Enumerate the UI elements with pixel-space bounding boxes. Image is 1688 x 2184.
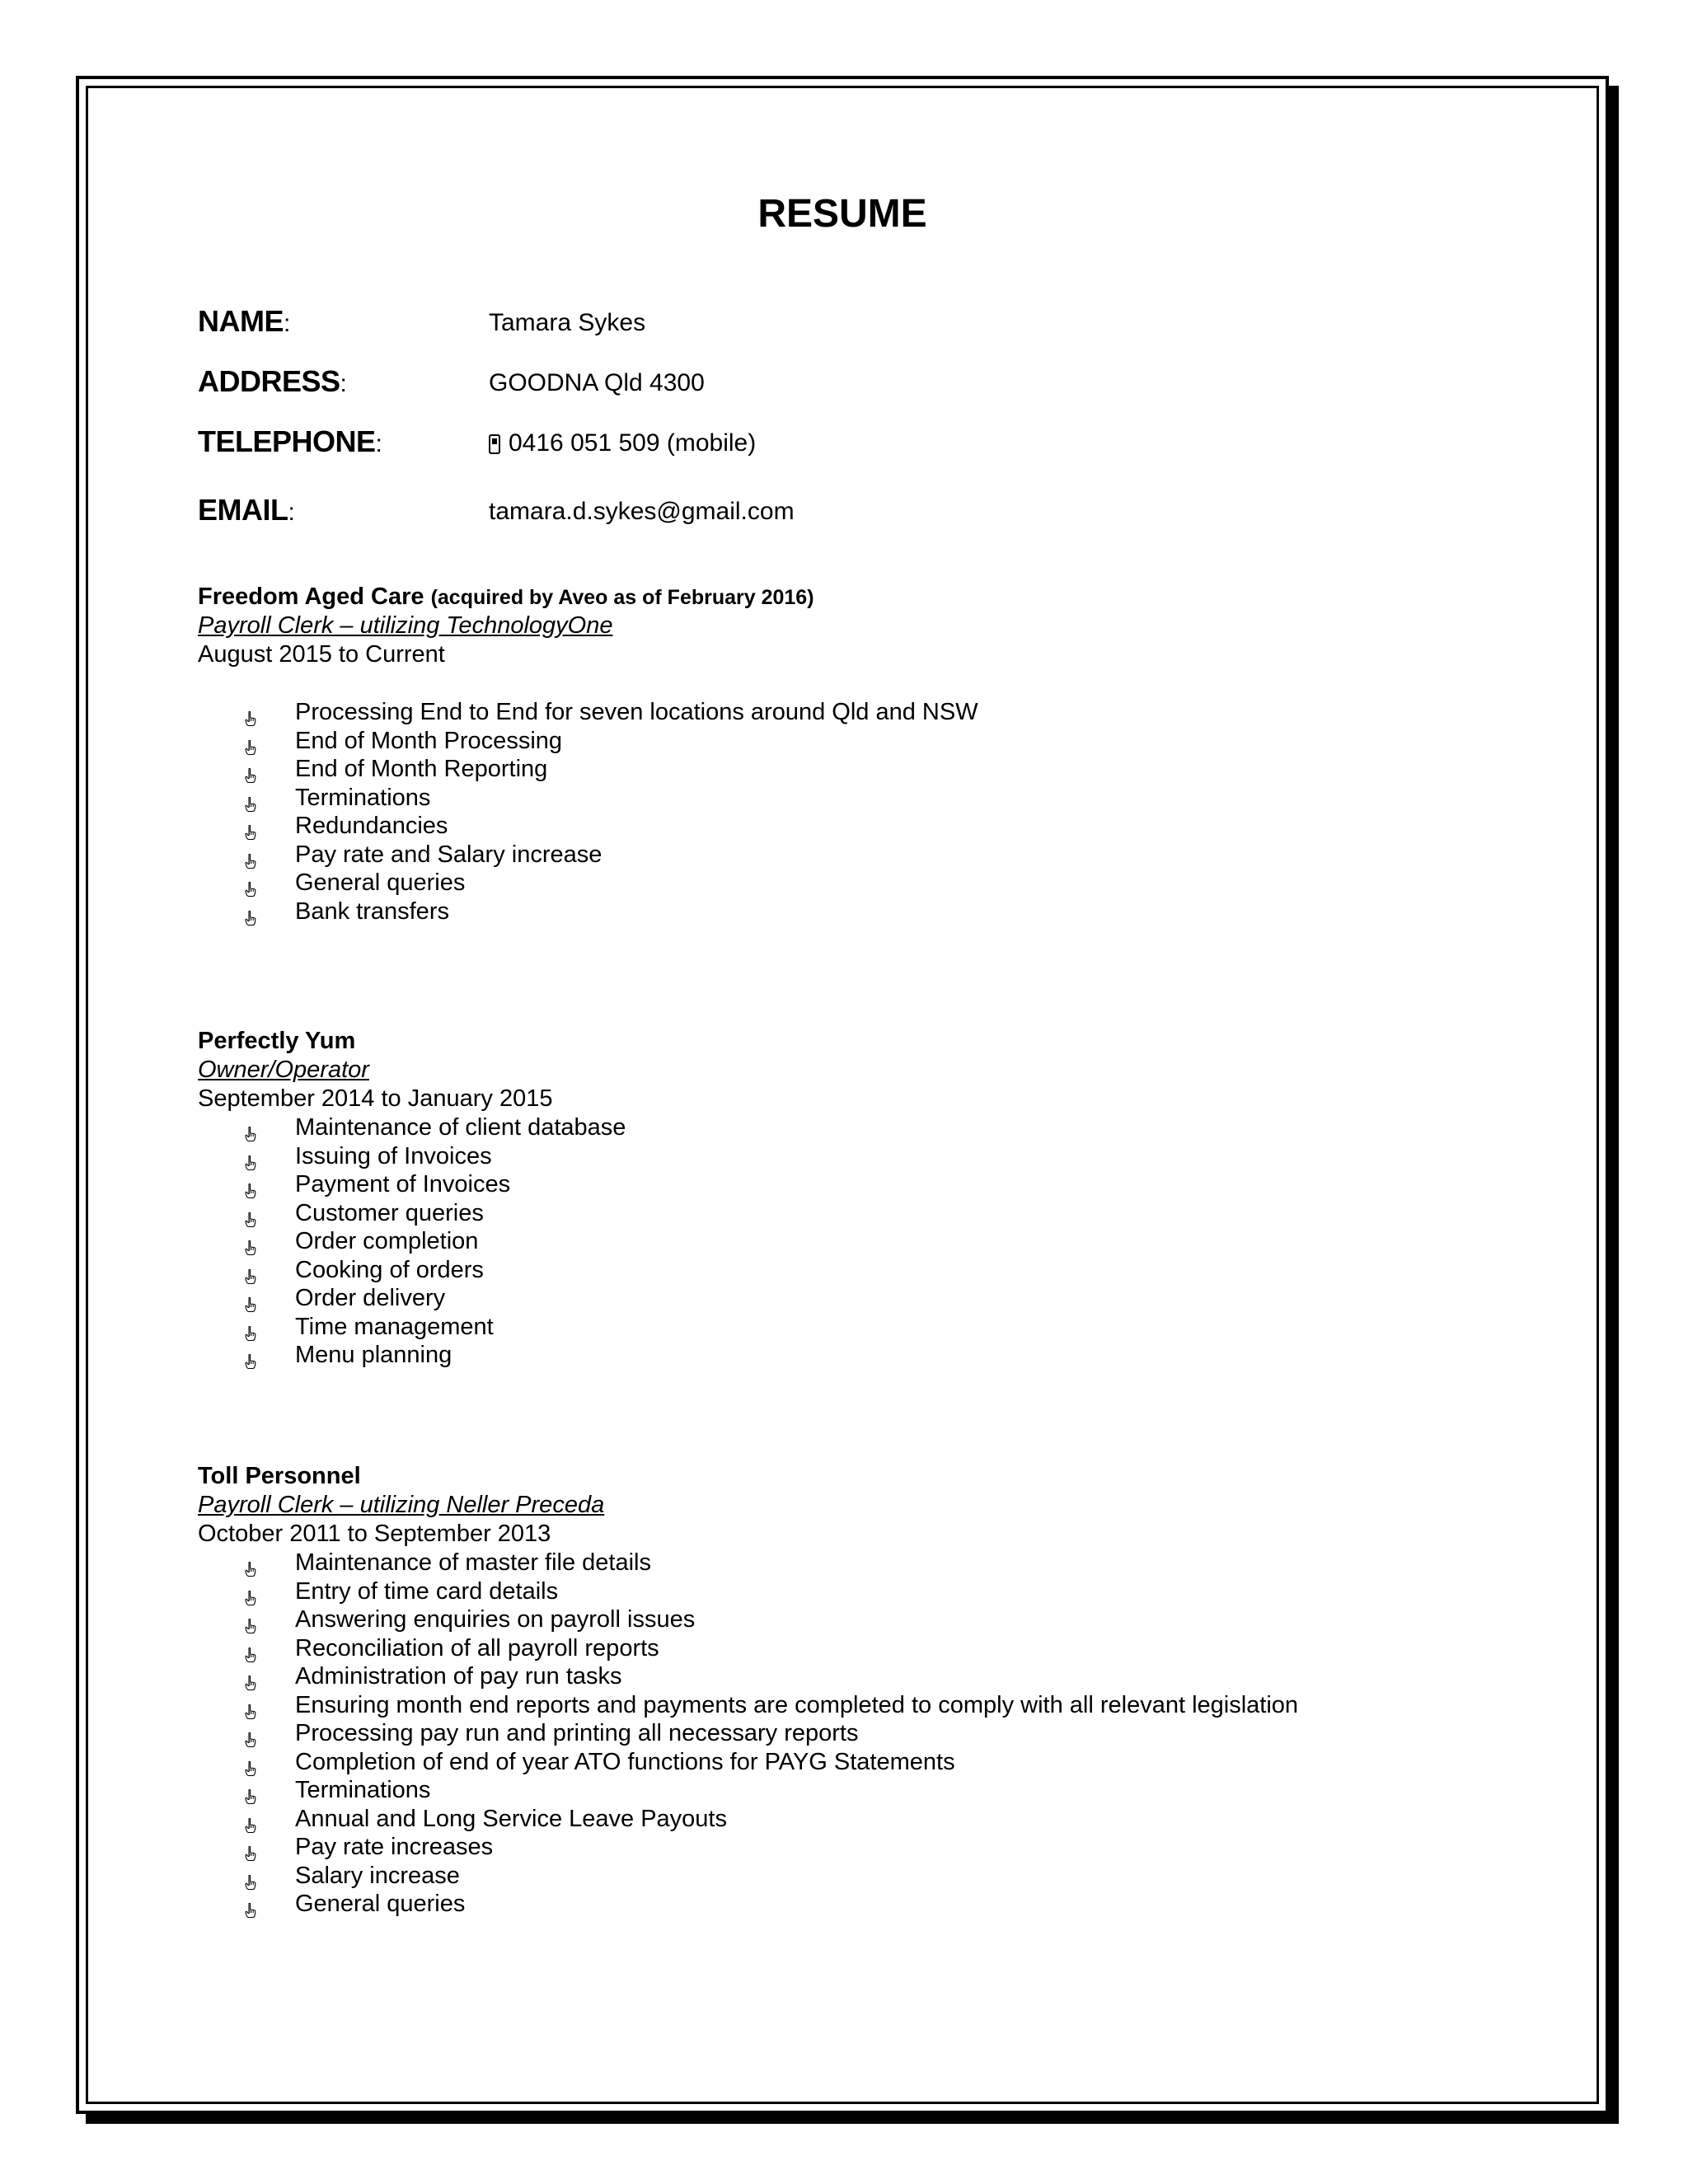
- pointing-hand-icon: [245, 1234, 256, 1249]
- duty-item: [198, 698, 1517, 727]
- duty-item: [198, 1605, 1517, 1634]
- pointing-hand-icon: [245, 1319, 256, 1334]
- pointing-hand-icon: [245, 705, 256, 719]
- pointing-hand-icon: [245, 1347, 256, 1362]
- pointing-hand-icon: [245, 1120, 256, 1135]
- duty-item: [198, 898, 1517, 926]
- duty-text: General queries: [295, 869, 466, 896]
- duty-item: [198, 784, 1517, 813]
- duty-text: Menu planning: [295, 1342, 452, 1368]
- job-dates: September 2014 to January 2015: [198, 1085, 553, 1112]
- duty-text: Processing End to End for seven locations around Qld and NSW: [295, 699, 978, 725]
- duty-text: Order completion: [295, 1228, 479, 1254]
- duty-text: Terminations: [295, 784, 431, 811]
- address-row: [198, 363, 1517, 413]
- duty-text: Issuing of Invoices: [295, 1142, 492, 1169]
- pointing-hand-icon: [245, 790, 256, 805]
- job-toll-personnel: [198, 1462, 1517, 1919]
- duty-item: [198, 1577, 1517, 1606]
- pointing-hand-icon: [245, 1263, 256, 1277]
- job-role: Owner/Operator: [198, 1057, 369, 1083]
- duty-text: Maintenance of client database: [295, 1114, 626, 1141]
- duty-item: [198, 1170, 1517, 1199]
- duty-item: [198, 1634, 1517, 1663]
- mobile-phone-icon: [489, 434, 500, 454]
- telephone-label: TELEPHONE:: [198, 424, 382, 458]
- pointing-hand-icon: [245, 1755, 256, 1769]
- email-value: tamara.d.sykes@gmail.com: [489, 498, 795, 525]
- company-note: (acquired by Aveo as of February 2016): [430, 586, 814, 609]
- job-freedom-aged-care: [198, 583, 1517, 926]
- job-dates: August 2015 to Current: [198, 641, 445, 668]
- duty-item: [198, 1256, 1517, 1285]
- duty-item: [198, 1719, 1517, 1748]
- duty-item: [198, 1341, 1517, 1370]
- duty-item: [198, 1549, 1517, 1577]
- pointing-hand-icon: [245, 1555, 256, 1570]
- duty-text: Redundancies: [295, 813, 448, 839]
- duty-item: [198, 1776, 1517, 1805]
- page-title: RESUME: [757, 192, 927, 236]
- duty-text: Reconciliation of all payroll reports: [295, 1634, 659, 1661]
- pointing-hand-icon: [245, 818, 256, 833]
- pointing-hand-icon: [245, 1811, 256, 1826]
- duty-item: [198, 1890, 1517, 1919]
- duty-item: [198, 727, 1517, 756]
- duty-item: [198, 1748, 1517, 1777]
- duties-list: [198, 698, 1517, 926]
- duty-item: [198, 1142, 1517, 1171]
- pointing-hand-icon: [245, 1896, 256, 1911]
- duty-text: Maintenance of master file details: [295, 1549, 651, 1576]
- duty-text: Payment of Invoices: [295, 1171, 511, 1197]
- telephone-row: [198, 424, 1517, 473]
- duty-text: Cooking of orders: [295, 1256, 484, 1283]
- pointing-hand-icon: [245, 1783, 256, 1797]
- duty-text: Bank transfers: [295, 898, 449, 925]
- duty-text: General queries: [295, 1891, 466, 1917]
- duty-text: Pay rate increases: [295, 1834, 494, 1860]
- job-perfectly-yum: [198, 1027, 1517, 1370]
- pointing-hand-icon: [245, 1206, 256, 1221]
- pointing-hand-icon: [245, 762, 256, 776]
- duty-item: [198, 1662, 1517, 1691]
- job-role: Payroll Clerk – utilizing Neller Preceda: [198, 1492, 605, 1518]
- duty-text: Annual and Long Service Leave Payouts: [295, 1805, 727, 1832]
- company-name: Freedom Aged Care (acquired by Aveo as of February 2016): [198, 583, 814, 610]
- duty-item: [198, 1862, 1517, 1891]
- name-row: [198, 303, 1517, 353]
- duty-item: [198, 1805, 1517, 1834]
- duty-text: Terminations: [295, 1777, 431, 1803]
- telephone-value: [489, 429, 756, 458]
- pointing-hand-icon: [245, 1177, 256, 1192]
- duty-text: Processing pay run and printing all necessary reports: [295, 1720, 859, 1746]
- duty-text: Time management: [295, 1313, 494, 1340]
- duties-list: [198, 1549, 1517, 1919]
- duty-text: Completion of end of year ATO functions for PAYG Statements: [295, 1748, 955, 1775]
- name-label: NAME:: [198, 304, 290, 338]
- address-label: ADDRESS:: [198, 364, 347, 398]
- email-row: [198, 492, 1517, 541]
- pointing-hand-icon: [245, 1669, 256, 1684]
- duty-text: End of Month Reporting: [295, 756, 548, 782]
- duty-item: [198, 1833, 1517, 1862]
- duty-item: [198, 1691, 1517, 1720]
- duty-text: Customer queries: [295, 1199, 484, 1226]
- pointing-hand-icon: [245, 1291, 256, 1305]
- pointing-hand-icon: [245, 875, 256, 890]
- pointing-hand-icon: [245, 733, 256, 748]
- duty-item: [198, 812, 1517, 841]
- duty-text: Salary increase: [295, 1862, 460, 1889]
- company-name: Toll Personnel: [198, 1463, 361, 1489]
- pointing-hand-icon: [245, 1149, 256, 1164]
- duty-text: Answering enquiries on payroll issues: [295, 1606, 696, 1633]
- duty-item: [198, 869, 1517, 898]
- pointing-hand-icon: [245, 847, 256, 862]
- pointing-hand-icon: [245, 1840, 256, 1854]
- duty-item: [198, 1227, 1517, 1256]
- duty-text: End of Month Processing: [295, 727, 563, 754]
- pointing-hand-icon: [245, 1698, 256, 1713]
- pointing-hand-icon: [245, 1584, 256, 1599]
- pointing-hand-icon: [245, 1641, 256, 1656]
- pointing-hand-icon: [245, 1868, 256, 1883]
- address-value: GOODNA Qld 4300: [489, 369, 705, 396]
- pointing-hand-icon: [245, 904, 256, 919]
- telephone-number: 0416 051 509 (mobile): [509, 429, 757, 457]
- job-role: Payroll Clerk – utilizing TechnologyOne: [198, 612, 613, 639]
- duty-text: Pay rate and Salary increase: [295, 841, 603, 868]
- duty-text: Entry of time card details: [295, 1577, 559, 1605]
- pointing-hand-icon: [245, 1612, 256, 1627]
- duty-item: [198, 755, 1517, 784]
- name-value: Tamara Sykes: [489, 309, 646, 336]
- duty-text: Order delivery: [295, 1285, 446, 1311]
- job-dates: October 2011 to September 2013: [198, 1521, 551, 1547]
- duty-item: [198, 1113, 1517, 1142]
- pointing-hand-icon: [245, 1726, 256, 1741]
- email-label: EMAIL:: [198, 493, 295, 527]
- duty-item: [198, 1284, 1517, 1313]
- duty-item: [198, 841, 1517, 869]
- duty-item: [198, 1313, 1517, 1342]
- duties-list: [198, 1113, 1517, 1370]
- duty-item: [198, 1199, 1517, 1228]
- duty-text: Ensuring month end reports and payments are completed to comply with all relevant legislation: [295, 1691, 1299, 1718]
- company-name: Perfectly Yum: [198, 1028, 356, 1054]
- duty-text: Administration of pay run tasks: [295, 1663, 622, 1690]
